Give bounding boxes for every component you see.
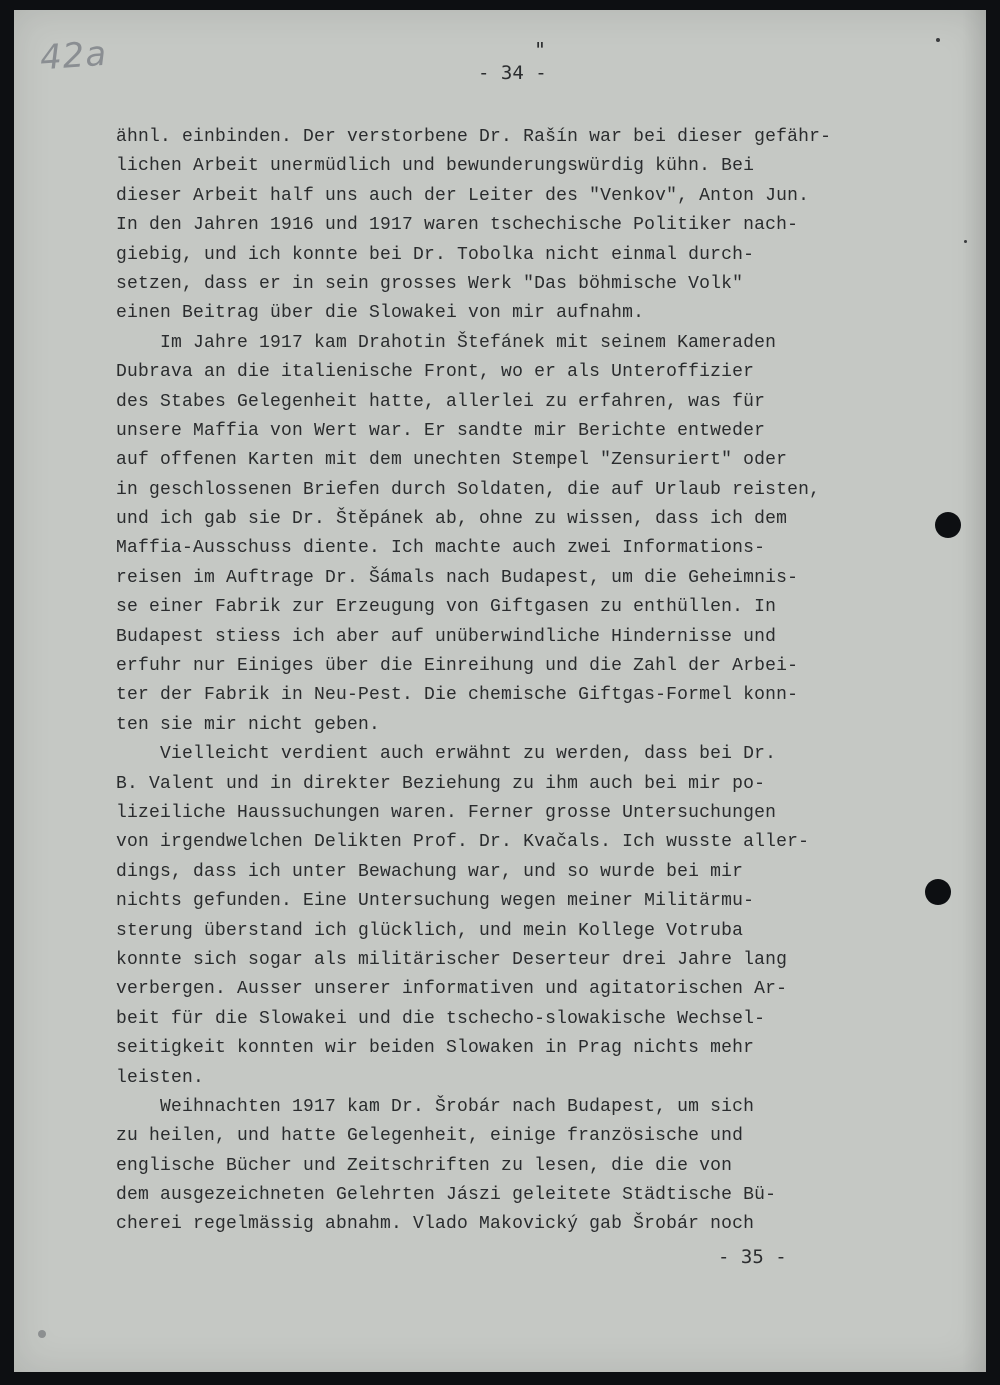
ditto-mark: " <box>534 38 547 62</box>
text-line: sterung überstand ich glücklich, und mein Kollege Votruba <box>116 920 744 941</box>
text-line: in geschlossenen Briefen durch Soldaten, die auf Urlaub reisten, <box>116 479 821 500</box>
text-line: seitigkeit konnten wir beiden Slowaken in Prag nichts mehr <box>116 1038 755 1059</box>
text-line: giebig, und ich konnte bei Dr. Tobolka nicht einmal durch- <box>116 244 755 265</box>
text-line: verbergen. Ausser unserer informativen und agitatorischen Ar- <box>116 979 788 1000</box>
catchword-next-page: - 35 - <box>718 1246 787 1268</box>
paper-speck <box>964 240 967 243</box>
text-line: ter der Fabrik in Neu-Pest. Die chemische Giftgas-Formel konn- <box>116 685 799 706</box>
text-line: dieser Arbeit half uns auch der Leiter des "Venkov", Anton Jun. <box>116 185 810 206</box>
paper-speck <box>38 1330 46 1338</box>
text-line: se einer Fabrik zur Erzeugung von Giftgasen zu enthüllen. In <box>116 597 777 618</box>
text-line: auf offenen Karten mit dem unechten Stempel "Zensuriert" oder <box>116 450 788 471</box>
text-line: von irgendwelchen Delikten Prof. Dr. Kvačals. Ich wusste aller- <box>116 832 810 853</box>
text-line: leisten. <box>116 1067 205 1088</box>
punch-hole <box>925 879 951 905</box>
text-line: ten sie mir nicht geben. <box>116 714 381 735</box>
text-line: und ich gab sie Dr. Štěpánek ab, ohne zu wissen, dass ich dem <box>116 509 788 530</box>
text-line: ähnl. einbinden. Der verstorbene Dr. Rašín war bei dieser gefähr- <box>116 127 832 147</box>
text-line: B. Valent und in direkter Beziehung zu ihm auch bei mir po- <box>116 773 766 794</box>
text-line: Dubrava an die italienische Front, wo er als Unteroffizier <box>116 362 755 383</box>
text-line: zu heilen, und hatte Gelegenheit, einige französische und <box>116 1126 744 1147</box>
folio-number: 42a <box>38 33 109 79</box>
text-line: Weihnachten 1917 kam Dr. Šrobár nach Budapest, um sich <box>116 1096 755 1117</box>
text-line: unsere Maffia von Wert war. Er sandte mir Berichte entweder <box>116 420 766 441</box>
text-line: Im Jahre 1917 kam Drahotin Štefánek mit seinem Kameraden <box>116 332 777 353</box>
text-line: Vielleicht verdient auch erwähnt zu werden, dass bei Dr. <box>116 744 777 765</box>
page-number: - 34 - <box>478 62 547 84</box>
text-line: setzen, dass er in sein grosses Werk "Das böhmische Volk" <box>116 273 744 294</box>
text-line: lichen Arbeit unermüdlich und bewunderungswürdig kühn. Bei <box>116 156 755 177</box>
text-line: cherei regelmässig abnahm. Vlado Makovický gab Šrobár noch <box>116 1214 755 1235</box>
text-line: erfuhr nur Einiges über die Einreihung und die Zahl der Arbei- <box>116 656 799 677</box>
text-line: dem ausgezeichneten Gelehrten Jászi geleitete Städtische Bü- <box>116 1185 777 1206</box>
typed-body-text <box>116 123 876 1240</box>
text-line: des Stabes Gelegenheit hatte, allerlei zu erfahren, was für <box>116 391 766 412</box>
text-line: einen Beitrag über die Slowakei von mir aufnahm. <box>116 303 645 324</box>
text-line: dings, dass ich unter Bewachung war, und so wurde bei mir <box>116 861 744 882</box>
text-line: konnte sich sogar als militärischer Deserteur drei Jahre lang <box>116 949 788 970</box>
text-line: lizeiliche Haussuchungen waren. Ferner grosse Untersuchungen <box>116 802 777 823</box>
text-line: Maffia-Ausschuss diente. Ich machte auch zwei Informations- <box>116 538 766 559</box>
punch-hole <box>935 512 961 538</box>
paper-speck <box>936 38 940 42</box>
text-line: nichts gefunden. Eine Untersuchung wegen meiner Militärmu- <box>116 891 755 912</box>
text-line: reisen im Auftrage Dr. Šámals nach Budapest, um die Geheimnis- <box>116 567 799 588</box>
text-line: Budapest stiess ich aber auf unüberwindliche Hindernisse und <box>116 626 777 647</box>
text-line: In den Jahren 1916 und 1917 waren tschechische Politiker nach- <box>116 215 799 236</box>
text-line: englische Bücher und Zeitschriften zu lesen, die die von <box>116 1155 733 1176</box>
text-line: beit für die Slowakei und die tschecho-slowakische Wechsel- <box>116 1008 766 1029</box>
